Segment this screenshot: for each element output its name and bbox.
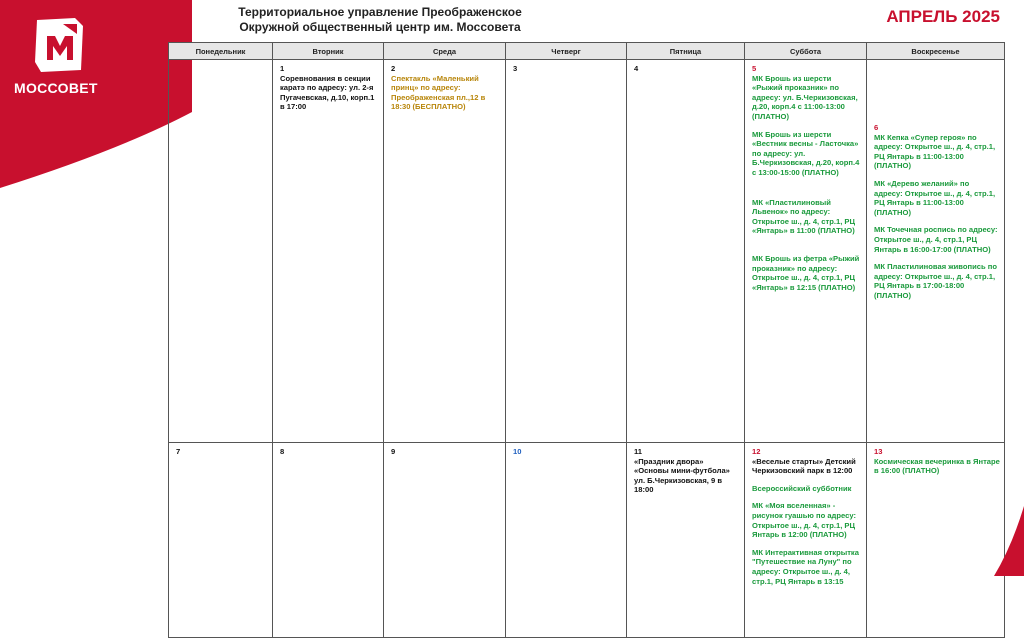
event-text: МК Пластилиновая живопись по адресу: Открытое ш., д. 4, стр.1, РЦ Янтарь в 17:00-18:00 (ПЛАТНО)	[874, 262, 997, 300]
event-text: МК Брошь из фетра «Рыжий проказник» по адресу: Открытое ш., д. 4, стр.1, РЦ «Янтарь» в 12:15 (ПЛАТНО)	[752, 253, 860, 292]
day-number: 5	[752, 64, 757, 73]
event-text: «Веселые старты» Детский Черкизовский парк в 12:00	[752, 456, 856, 476]
day-number: 12	[752, 447, 761, 456]
event-text: Спектакль «Маленький принц» по адресу: Преображенская пл.,12 в 18:30 (БЕСПЛАТНО)	[391, 73, 486, 112]
event-text: МК Точечная роспись по адресу: Открытое ш., д. 4, стр.1, РЦ Янтарь в 16:00-17:00 (ПЛАТНО)	[874, 225, 998, 254]
event-text: Космическая вечеринка в Янтаре в 16:00 (ПЛАТНО)	[874, 456, 1000, 476]
day-number: 13	[874, 447, 883, 456]
month-heading: АПРЕЛЬ 2025	[886, 7, 1000, 26]
calendar-week-row	[169, 60, 1005, 443]
event-text: МК Интерактивная открытка "Путешествие на Луну" по адресу: Открытое ш., д. 4, стр.1, РЦ Янтарь в 13:15	[752, 547, 859, 586]
page-title	[200, 5, 560, 35]
day-cell	[273, 60, 384, 443]
event-text: МК «Пластилиновый Львенок» по адресу: Открытое ш., д. 4, стр.1, РЦ «Янтарь» в 11:00 (ПЛАТНО)	[752, 197, 856, 236]
day-cell	[273, 443, 384, 638]
event-text: МК Кепка «Супер героя» по адресу: Открытое ш., д. 4, стр.1, РЦ Янтарь в 11:00-13:00 (ПЛАТНО)	[874, 132, 996, 171]
day-cell	[745, 443, 867, 638]
title-line-1: Территориальное управление Преображенское	[238, 5, 522, 19]
day-number: 6	[874, 123, 879, 132]
day-number: 3	[513, 64, 518, 73]
event-text: МК «Дерево желаний» по адресу: Открытое ш., д. 4, стр.1, РЦ Янтарь в 11:00-13:00 (ПЛАТНО)	[874, 178, 996, 217]
day-number: 1	[280, 64, 285, 73]
day-number: 4	[634, 64, 639, 73]
weekday-header: Воскресенье	[867, 43, 1005, 60]
calendar-week-row	[169, 443, 1005, 638]
weekday-header-row	[169, 43, 1005, 60]
day-cell	[506, 443, 627, 638]
weekday-header: Пятница	[627, 43, 745, 60]
day-number: 2	[391, 64, 396, 73]
day-cell	[627, 443, 745, 638]
day-cell	[169, 60, 273, 443]
weekday-header: Вторник	[273, 43, 384, 60]
day-cell	[384, 60, 506, 443]
event-text: Соревнования в секции каратэ по адресу: ул. 2-я Пугачевская, д.10, корп.1 в 17:00	[280, 73, 375, 112]
title-line-2: Окружной общественный центр им. Моссовета	[239, 20, 521, 34]
event-text: МК «Моя вселенная» - рисунок гуашью по адресу: Открытое ш., д. 4, стр.1, РЦ Янтарь в 12:00 (ПЛАТНО)	[752, 501, 857, 540]
weekday-header: Суббота	[745, 43, 867, 60]
logo-wordmark: МОССОВЕТ	[14, 80, 98, 96]
event-text: МК Брошь из шерсти «Рыжий проказник» по адресу: ул. Б.Черкизовская, д.20, корп.4 с 11:00-13:00 (ПЛАТНО)	[752, 73, 858, 121]
event-text: Всероссийский субботник	[752, 483, 852, 493]
weekday-header: Среда	[384, 43, 506, 60]
day-cell	[169, 443, 273, 638]
event-text: «Праздник двора» «Основы мини-футбола» ул. Б.Черкизовская, 9 в 18:00	[634, 456, 730, 495]
event-text: МК Брошь из шерсти «Вестник весны - Ласточка» по адресу: ул. Б.Черкизовская, д.20, корп.4 с 13:00-15:00 (ПЛАТНО)	[752, 129, 860, 177]
corner-decoration-shape	[994, 506, 1024, 576]
day-cell	[867, 443, 1005, 638]
weekday-header: Понедельник	[169, 43, 273, 60]
day-cell	[745, 60, 867, 443]
weekday-header: Четверг	[506, 43, 627, 60]
day-number: 8	[280, 447, 285, 456]
mossovet-logo-icon	[33, 16, 87, 74]
day-cell	[867, 60, 1005, 443]
day-number: 9	[391, 447, 396, 456]
day-cell	[627, 60, 745, 443]
calendar-table	[168, 42, 1005, 638]
day-number: 10	[513, 447, 522, 456]
day-number: 7	[176, 447, 181, 456]
day-number: 11	[634, 447, 643, 456]
day-cell	[384, 443, 506, 638]
day-cell	[506, 60, 627, 443]
